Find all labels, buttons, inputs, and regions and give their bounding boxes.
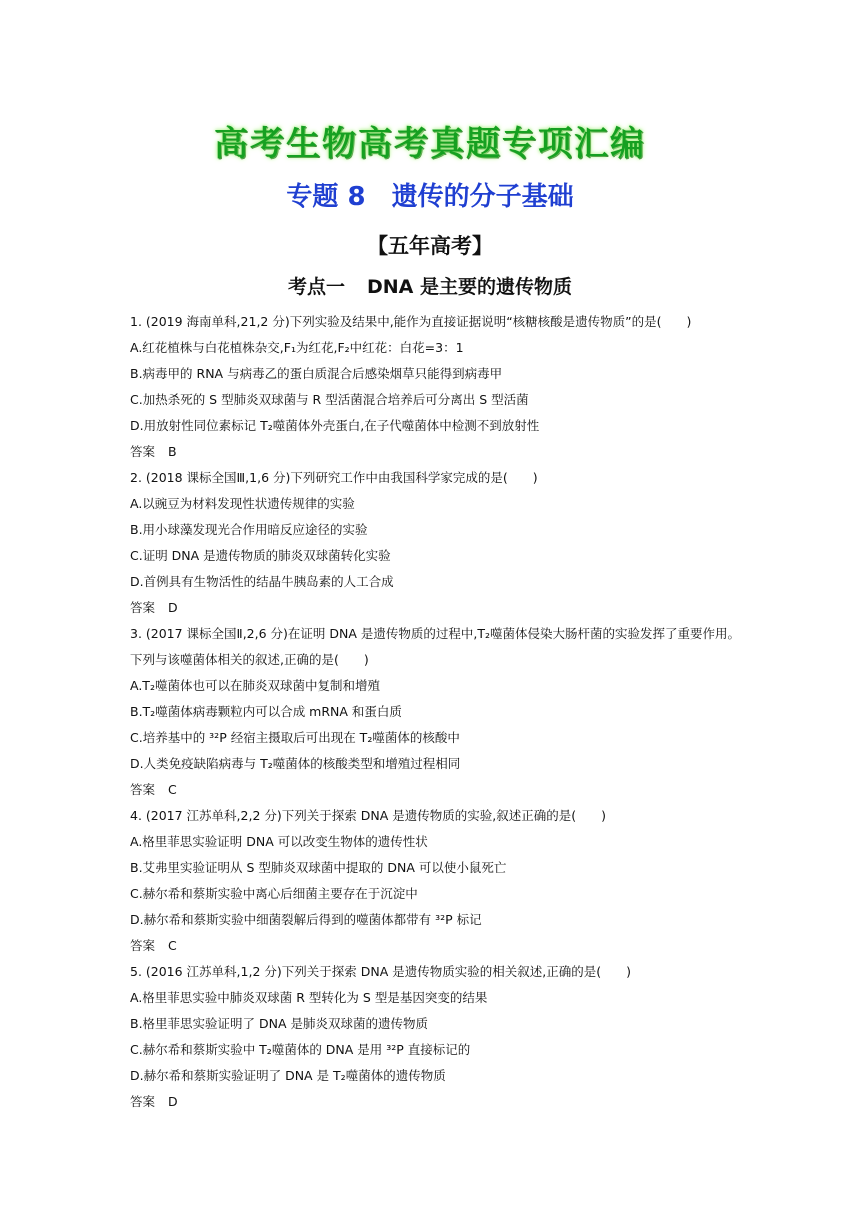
option-a: A.格里菲思实验中肺炎双球菌 R 型转化为 S 型是基因突变的结果 xyxy=(130,990,488,1005)
question-stem: 5. (2016 江苏单科,1,2 分)下列关于探索 DNA 是遗传物质实验的相关叙述,正确的是( ) xyxy=(130,964,631,979)
question-1 xyxy=(130,309,740,465)
answer-label: 答案 xyxy=(130,600,156,615)
topic-number: 专题 8 xyxy=(286,182,366,212)
question-2 xyxy=(130,465,740,621)
answer-line xyxy=(130,777,740,803)
question-stem: 1. (2019 海南单科,21,2 分)下列实验及结果中,能作为直接证据说明“核糖核酸是遗传物质”的是( ) xyxy=(130,314,692,329)
point-heading xyxy=(0,272,860,299)
option-c: C.培养基中的 ³²P 经宿主摄取后可出现在 T₂噬菌体的核酸中 xyxy=(130,730,460,745)
topic-title: 遗传的分子基础 xyxy=(391,182,574,212)
answer-value: C xyxy=(168,938,177,953)
question-3 xyxy=(130,621,740,803)
option-c: C.加热杀死的 S 型肺炎双球菌与 R 型活菌混合培养后可分离出 S 型活菌 xyxy=(130,392,529,407)
option-a: A.红花植株与白花植株杂交,F₁为红花,F₂中红花：白花=3：1 xyxy=(130,340,464,355)
option-d: D.首例具有生物活性的结晶牛胰岛素的人工合成 xyxy=(130,574,394,589)
answer-line xyxy=(130,439,740,465)
option-c: C.证明 DNA 是遗传物质的肺炎双球菌转化实验 xyxy=(130,548,391,563)
section-heading: 【五年高考】 xyxy=(367,234,493,258)
answer-label: 答案 xyxy=(130,782,156,797)
point-label: 考点一 xyxy=(287,276,345,298)
point-title: DNA 是主要的遗传物质 xyxy=(367,276,572,298)
answer-value: B xyxy=(168,444,177,459)
banner-title: 高考生物高考真题专项汇编 xyxy=(214,124,646,164)
option-c: C.赫尔希和蔡斯实验中离心后细菌主要存在于沉淀中 xyxy=(130,886,418,901)
option-a: A.格里菲思实验证明 DNA 可以改变生物体的遗传性状 xyxy=(130,834,428,849)
answer-line xyxy=(130,595,740,621)
question-5 xyxy=(130,959,740,1115)
question-stem: 2. (2018 课标全国Ⅲ,1,6 分)下列研究工作中由我国科学家完成的是( ) xyxy=(130,470,538,485)
option-b: B.T₂噬菌体病毒颗粒内可以合成 mRNA 和蛋白质 xyxy=(130,704,402,719)
question-stem: 3. (2017 课标全国Ⅱ,2,6 分)在证明 DNA 是遗传物质的过程中,T₂噬菌体侵染大肠杆菌的实验发挥了重要作用。下列与该噬菌体相关的叙述,正确的是( ) xyxy=(130,626,741,667)
answer-value: D xyxy=(168,600,178,615)
option-b: B.用小球藻发现光合作用暗反应途径的实验 xyxy=(130,522,368,537)
question-list xyxy=(130,309,740,1115)
option-d: D.用放射性同位素标记 T₂噬菌体外壳蛋白,在子代噬菌体中检测不到放射性 xyxy=(130,418,540,433)
option-b: B.格里菲思实验证明了 DNA 是肺炎双球菌的遗传物质 xyxy=(130,1016,429,1031)
answer-value: C xyxy=(168,782,177,797)
question-4 xyxy=(130,803,740,959)
option-d: D.赫尔希和蔡斯实验证明了 DNA 是 T₂噬菌体的遗传物质 xyxy=(130,1068,446,1083)
topic-heading xyxy=(0,176,860,213)
answer-label: 答案 xyxy=(130,444,156,459)
option-d: D.赫尔希和蔡斯实验中细菌裂解后得到的噬菌体都带有 ³²P 标记 xyxy=(130,912,482,927)
option-c: C.赫尔希和蔡斯实验中 T₂噬菌体的 DNA 是用 ³²P 直接标记的 xyxy=(130,1042,471,1057)
answer-value: D xyxy=(168,1094,178,1109)
option-d: D.人类免疫缺陷病毒与 T₂噬菌体的核酸类型和增殖过程相同 xyxy=(130,756,461,771)
answer-label: 答案 xyxy=(130,1094,156,1109)
option-b: B.艾弗里实验证明从 S 型肺炎双球菌中提取的 DNA 可以使小鼠死亡 xyxy=(130,860,507,875)
option-a: A.以豌豆为材料发现性状遗传规律的实验 xyxy=(130,496,355,511)
question-stem: 4. (2017 江苏单科,2,2 分)下列关于探索 DNA 是遗传物质的实验,叙述正确的是( ) xyxy=(130,808,606,823)
option-b: B.病毒甲的 RNA 与病毒乙的蛋白质混合后感染烟草只能得到病毒甲 xyxy=(130,366,503,381)
option-a: A.T₂噬菌体也可以在肺炎双球菌中复制和增殖 xyxy=(130,678,380,693)
answer-line xyxy=(130,933,740,959)
answer-label: 答案 xyxy=(130,938,156,953)
answer-line xyxy=(130,1089,740,1115)
